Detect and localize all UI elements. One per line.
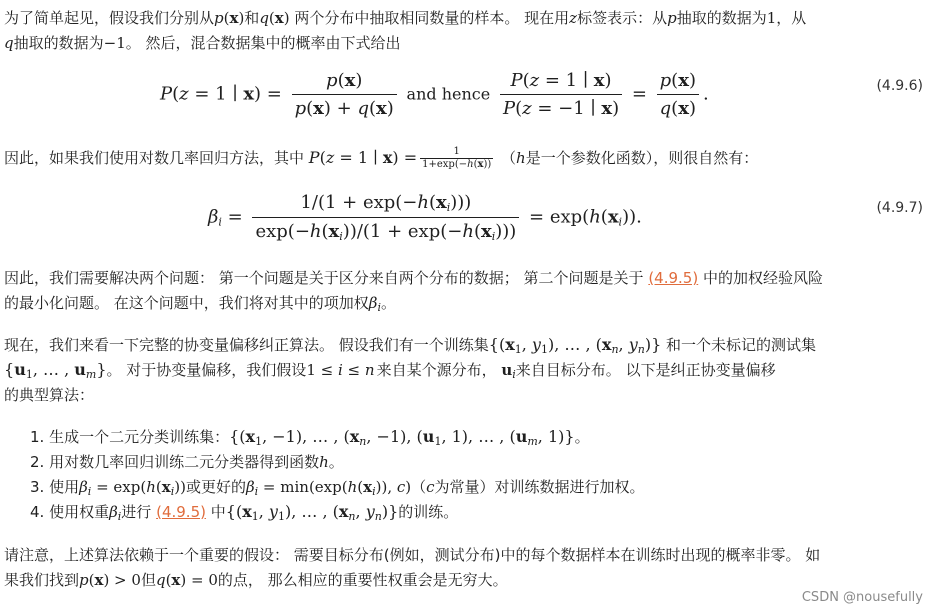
math-test-set: {$u_1$, … , $u_m$}: [4, 360, 107, 381]
text: 是一个参数化函数），则很自然有：: [525, 149, 759, 167]
text: 。 然后，混合数据集中的概率由下式给出: [125, 34, 401, 52]
text: 抽取的数据为: [676, 9, 767, 27]
text: 的训练。: [398, 503, 459, 521]
equation-4-9-7: $\beta_i$ = $\frac{1/(1 + \exp(-h(x_i)))}{\exp(-h(x_i))/(1 + \exp(-h(x_i)))}$ = $\exp(h(x_i))$.: [208, 192, 642, 243]
text: 两个分布中抽取相同数量的样本。 现在用: [294, 9, 570, 27]
watermark: CSDN @nousefully: [801, 590, 923, 605]
equation-link-4-9-5[interactable]: (4.9.5): [648, 269, 699, 287]
paragraph-4-line-3: 的典型算法：: [4, 386, 95, 404]
text: 抽取的数据为: [13, 34, 104, 52]
text: ，从: [776, 9, 807, 27]
paragraph-5-line-1: 请注意，上述算法依赖于一个重要的假设： 需要目标分布(例如，测试分布)中的每个数据样本在训练时出现的概率非零。 如: [4, 546, 821, 564]
paragraph-1-line-1: [4, 6, 806, 30]
text: 因此，我们需要解决两个问题： 第一个问题是关于区分来自两个分布的数据； 第二个问题是关于: [4, 269, 644, 287]
text: 1. 生成一个二元分类训练集：: [30, 428, 230, 446]
math-q: q: [4, 34, 14, 52]
math-h: h: [319, 453, 329, 471]
algorithm-step-4: [30, 500, 458, 524]
equation-number-4-9-6: (4.9.6): [876, 78, 923, 94]
text: 中的加权经验风险: [702, 269, 823, 287]
math-p-x: p(x): [214, 9, 245, 27]
text: 。 对于协变量偏移，我们假设: [106, 361, 307, 379]
text: 但: [140, 571, 156, 589]
text: 3. 使用: [30, 478, 80, 496]
paragraph-3-line-2: [4, 291, 396, 315]
and-hence-text: and hence: [406, 84, 491, 104]
math-one: 1: [766, 9, 777, 27]
math-beta-i: $\beta_i$: [368, 294, 381, 314]
algorithm-step-1: [30, 425, 590, 449]
equation-number-4-9-7: (4.9.7): [876, 200, 923, 216]
text: 来自某个源分布，: [376, 361, 497, 379]
math-beta-exp: $\beta_i = \exp(h(x_i))$: [79, 478, 186, 498]
paragraph-3-line-1: [4, 266, 823, 290]
math-u-i: $u_i$: [501, 361, 516, 381]
math-logistic: P(z = 1 ∣ x) =: [308, 148, 418, 167]
text: 2. 用对数几率回归训练二元分类器得到函数: [30, 453, 320, 471]
text: 或更好的: [185, 478, 246, 496]
math-p-positive: p(x) > 0: [79, 571, 141, 589]
text: 标签表示：从: [577, 9, 668, 27]
math-z: z: [569, 9, 578, 27]
paragraph-4-line-2: [4, 358, 776, 382]
text: 中: [210, 503, 226, 521]
text: （: [501, 149, 517, 167]
math-training-set: {($x_1$, $y_1$), … , ($x_n$, $y_n$)}: [225, 502, 399, 523]
paragraph-2: [4, 146, 758, 170]
paragraph-4-line-1: [4, 333, 816, 357]
math-index-range: 1 ≤ i ≤ n: [306, 361, 375, 379]
text: 来自目标分布。 以下是纠正协变量偏移: [515, 361, 776, 379]
math-binary-set: {($x_1$, −1), … , ($x_n$, −1), ($u_1$, 1), … , ($u_m$, 1)}: [229, 427, 575, 448]
paragraph-5-line-2: [4, 568, 508, 592]
math-sigmoid-fraction: $\frac{1}{1+\exp(-h(x))}$: [422, 146, 492, 170]
math-q-zero: q(x) = 0: [155, 571, 218, 589]
text: 和一个未标记的测试集: [666, 336, 817, 354]
text: 为了简单起见，假设我们分别从: [4, 9, 215, 27]
algorithm-step-3: [30, 475, 645, 499]
equation-link-4-9-5[interactable]: (4.9.5): [156, 503, 206, 521]
algorithm-step-2: [30, 450, 344, 474]
paragraph-1-line-2: [4, 31, 401, 55]
text: 果我们找到: [4, 571, 80, 589]
math-beta-i: $\beta_i$: [109, 503, 122, 523]
equation-4-9-6: P(z = 1 ∣ x) = $\frac{p(x)}{p(x) + q(x)}$ and hence $\frac{P(z = 1 ∣ x)}{P(z = -1 ∣ x)}$ = $\frac{p(x)}{q(x)}$ .: [160, 70, 709, 119]
text: 为常量）对训练数据进行加权。: [434, 478, 645, 496]
math-p: p: [667, 9, 677, 27]
math-beta-min: $\beta_i = \min(\exp(h(x_i))$, c): [245, 478, 412, 498]
text: 和: [244, 9, 260, 27]
text: 。: [574, 428, 590, 446]
text: 4. 使用权重: [30, 503, 110, 521]
math-q-x: q(x): [259, 9, 290, 27]
text: 的点， 那么相应的重要性权重会是无穷大。: [217, 571, 508, 589]
math-h: h: [516, 149, 526, 167]
text: （: [411, 478, 427, 496]
text: 的最小化问题。 在这个问题中，我们将对其中的项加权: [4, 294, 369, 312]
text: 因此，如果我们使用对数几率回归方法，其中: [4, 149, 305, 167]
text: 。: [328, 453, 344, 471]
math-training-set: {($x_1$, $y_1$), … , ($x_n$, $y_n$)}: [488, 335, 662, 356]
math-c: c: [426, 478, 435, 496]
text: 。: [380, 294, 396, 312]
text: 现在，我们来看一下完整的协变量偏移纠正算法。 假设我们有一个训练集: [4, 336, 489, 354]
math-minus-one: −1: [103, 34, 126, 52]
text: 进行: [121, 503, 152, 521]
